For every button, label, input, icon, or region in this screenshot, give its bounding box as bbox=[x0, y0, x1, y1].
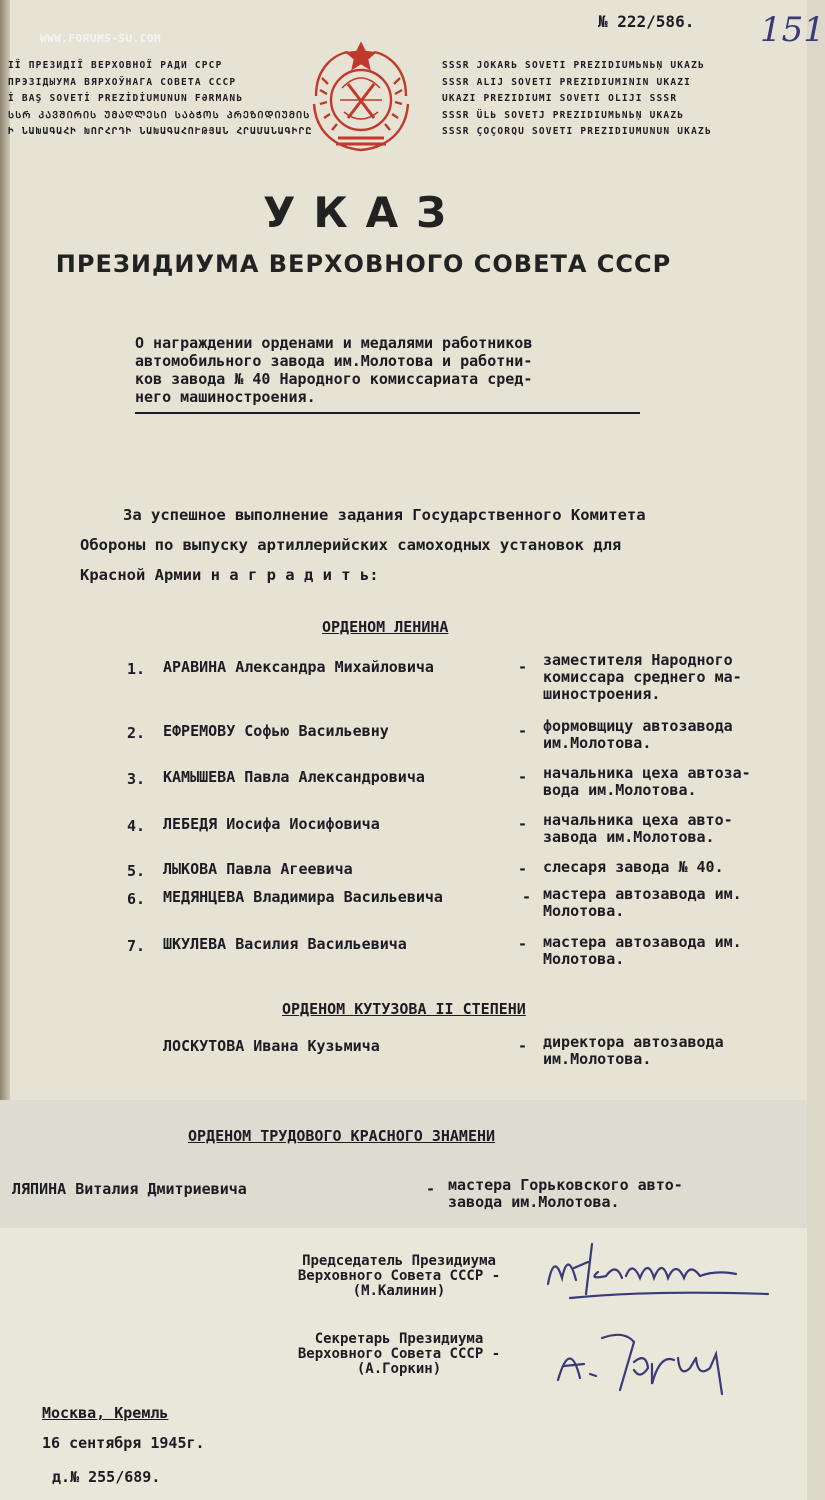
position-line: Молотова. bbox=[543, 902, 625, 920]
subject-underline bbox=[135, 412, 640, 414]
awardee-position bbox=[543, 934, 742, 968]
awardee-name: МЕДЯНЦЕВА Владимира Васильевича bbox=[163, 888, 443, 906]
position-line: Молотова. bbox=[543, 950, 625, 968]
binding-spine bbox=[0, 0, 10, 1100]
position-line: начальника цеха автоза- bbox=[543, 764, 751, 782]
decree-subtitle: ПРЕЗИДИУМА ВЕРХОВНОГО СОВЕТА СССР bbox=[55, 250, 672, 278]
awardee-dash: - bbox=[518, 860, 528, 878]
awardee-position bbox=[543, 812, 733, 846]
awardee-dash: - bbox=[518, 722, 528, 740]
awardee-dash: - bbox=[426, 1180, 436, 1198]
position-line: завода им.Молотова. bbox=[543, 828, 715, 846]
awardee-dash: - bbox=[518, 935, 528, 953]
position-line: шиностроения. bbox=[543, 685, 661, 703]
awardee-number: 5. bbox=[127, 862, 146, 880]
intro-line: Обороны по выпуску артиллерийских самоходных установок для bbox=[80, 536, 622, 554]
secretary-line: Секретарь Президиума bbox=[314, 1331, 484, 1347]
subject-line: автомобильного завода им.Молотова и работни- bbox=[135, 352, 533, 370]
awardee-name: ЛЫКОВА Павла Агеевича bbox=[163, 860, 353, 878]
awardee-name: ЕФРЕМОВУ Софью Васильевну bbox=[163, 722, 389, 740]
header-line: UKAZI PREZIDIUMI SOVETI OLIJI SSSR bbox=[442, 93, 678, 104]
chairman-line: (М.Калинин) bbox=[352, 1283, 446, 1299]
archive-number: 151 bbox=[760, 10, 825, 50]
awardee-position bbox=[543, 765, 751, 799]
subject-line: ков завода № 40 Народного комиссариата сред- bbox=[135, 370, 533, 388]
secretary-signature-icon bbox=[550, 1318, 740, 1408]
awardee-number: 1. bbox=[127, 660, 146, 678]
decree-subject bbox=[135, 334, 655, 406]
position-line: заместителя Народного bbox=[543, 651, 733, 669]
position-line: им.Молотова. bbox=[543, 1050, 652, 1068]
awardee-position bbox=[543, 652, 742, 703]
awardee-number: 4. bbox=[127, 817, 146, 835]
decree-date: 16 сентября 1945г. bbox=[42, 1434, 205, 1452]
position-line: мастера автозавода им. bbox=[543, 933, 742, 951]
chairman-line: Верховного Совета СССР - bbox=[297, 1268, 501, 1284]
decree-title: УКАЗ bbox=[262, 188, 465, 237]
secretary-line: (А.Горкин) bbox=[356, 1361, 442, 1377]
chairman-block bbox=[258, 1254, 540, 1299]
awardee-dash: - bbox=[518, 1037, 528, 1055]
header-left-languages bbox=[8, 58, 312, 141]
awardee-position bbox=[543, 859, 724, 876]
position-line: слесаря завода № 40. bbox=[543, 858, 724, 876]
document-number: № 222/586. bbox=[598, 12, 695, 31]
awardee-number: 3. bbox=[127, 770, 146, 788]
awardee-name: КАМЫШЕВА Павла Александровича bbox=[163, 768, 425, 786]
forum-watermark: WWW.FORUMS-SU.COM bbox=[40, 32, 162, 45]
ussr-emblem-icon bbox=[302, 38, 420, 158]
awardee-dash: - bbox=[518, 768, 528, 786]
awardee-name: АРАВИНА Александра Михайловича bbox=[163, 658, 434, 676]
chairman-line: Председатель Президиума bbox=[302, 1253, 496, 1269]
awardee-number: 6. bbox=[127, 890, 146, 908]
awardee-dash: - bbox=[518, 815, 528, 833]
position-line: завода им.Молотова. bbox=[448, 1193, 620, 1211]
awardee-position bbox=[543, 886, 742, 920]
subject-line: О награждении орденами и медалями работников bbox=[135, 334, 533, 352]
header-line: SSSR JOKARЬ SOVETI PREZIDIUMЬNЬŅ UKAZЬ bbox=[442, 60, 705, 71]
header-line: ІЇ ПРЕЗИДІЇ ВЕРХОВНОЇ РАДИ СРСР bbox=[8, 60, 223, 71]
awardee-position bbox=[543, 1034, 724, 1068]
case-number: д.№ 255/689. bbox=[52, 1468, 161, 1486]
second-sheet-strip bbox=[0, 1100, 807, 1228]
secretary-line: Верховного Совета СССР - bbox=[297, 1346, 501, 1362]
place: Москва, Кремль bbox=[42, 1404, 169, 1422]
header-line: SSSR ÇOÇORQU SOVETI PREZIDIUMUNUN UKAZЬ bbox=[442, 126, 712, 137]
awardee-name: ШКУЛЕВА Василия Васильевича bbox=[163, 935, 407, 953]
awardee-position bbox=[543, 718, 733, 752]
subject-line: него машиностроения. bbox=[135, 388, 316, 406]
awardee-number: 2. bbox=[127, 724, 146, 742]
awardee-name: ЛОСКУТОВА Ивана Кузьмича bbox=[163, 1037, 380, 1055]
position-line: формовщицу автозавода bbox=[543, 717, 733, 735]
intro-line: За успешное выполнение задания Государственного Комитета bbox=[123, 506, 646, 524]
position-line: комиссара среднего ма- bbox=[543, 668, 742, 686]
position-line: вода им.Молотова. bbox=[543, 781, 697, 799]
secretary-block bbox=[258, 1332, 540, 1377]
chairman-signature-icon bbox=[540, 1232, 780, 1312]
header-line: SSSR ÜLЬ SOVETJ PREZIDIUMЬNЬŅ UKAZЬ bbox=[442, 109, 685, 121]
awardee-dash: - bbox=[518, 658, 528, 676]
position-line: мастера Горьковского авто- bbox=[448, 1176, 683, 1194]
awardee-name: ЛЯПИНА Виталия Дмитриевича bbox=[12, 1180, 247, 1198]
awardee-dash: - bbox=[522, 888, 532, 906]
position-line: мастера автозавода им. bbox=[543, 885, 742, 903]
header-line: İ BAŞ SOVETİ PREZİDİUMUNUN FƏRMANЬ bbox=[8, 93, 244, 104]
awardee-name: ЛЕБЕДЯ Иосифа Иосифовича bbox=[163, 815, 380, 833]
intro-line: Красной Армии н а г р а д и т ь: bbox=[80, 566, 379, 584]
order-kutuzov-heading: ОРДЕНОМ КУТУЗОВА II СТЕПЕНИ bbox=[282, 1000, 526, 1018]
header-line: ПРЭЗІДЫУМА ВЯРХОЎНАГА СОВЕТА СССР bbox=[8, 76, 237, 88]
position-line: им.Молотова. bbox=[543, 734, 652, 752]
order-labor-heading: ОРДЕНОМ ТРУДОВОГО КРАСНОГО ЗНАМЕНИ bbox=[188, 1127, 496, 1145]
header-line: Ի ՆԱԽԱԳԱՀԻ ԽՈՐՀՐԴԻ ՆԱԽԱԳԱՀՈՒԹՅԱՆ ՀՐԱՄԱՆԱԳԻՐԸ bbox=[8, 126, 313, 137]
order-lenin-heading: ОРДЕНОМ ЛЕНИНА bbox=[322, 618, 449, 636]
position-line: начальника цеха авто- bbox=[543, 811, 733, 829]
awardee-position bbox=[448, 1177, 683, 1211]
header-line: ᲡᲡᲠ ᲙᲐᲕᲨᲘᲠᲘᲡ ᲣᲛᲐᲦᲚᲔᲡᲘ ᲡᲐᲑᲭᲝᲡ ᲞᲠᲔᲖᲘᲓᲘᲣᲛᲘᲡ bbox=[8, 109, 311, 121]
awardee-number: 7. bbox=[127, 937, 146, 955]
header-line: SSSR ALIJ SOVETI PREZIDIUMININ UKAZI bbox=[442, 76, 692, 88]
position-line: директора автозавода bbox=[543, 1033, 724, 1051]
header-right-languages bbox=[442, 58, 712, 141]
